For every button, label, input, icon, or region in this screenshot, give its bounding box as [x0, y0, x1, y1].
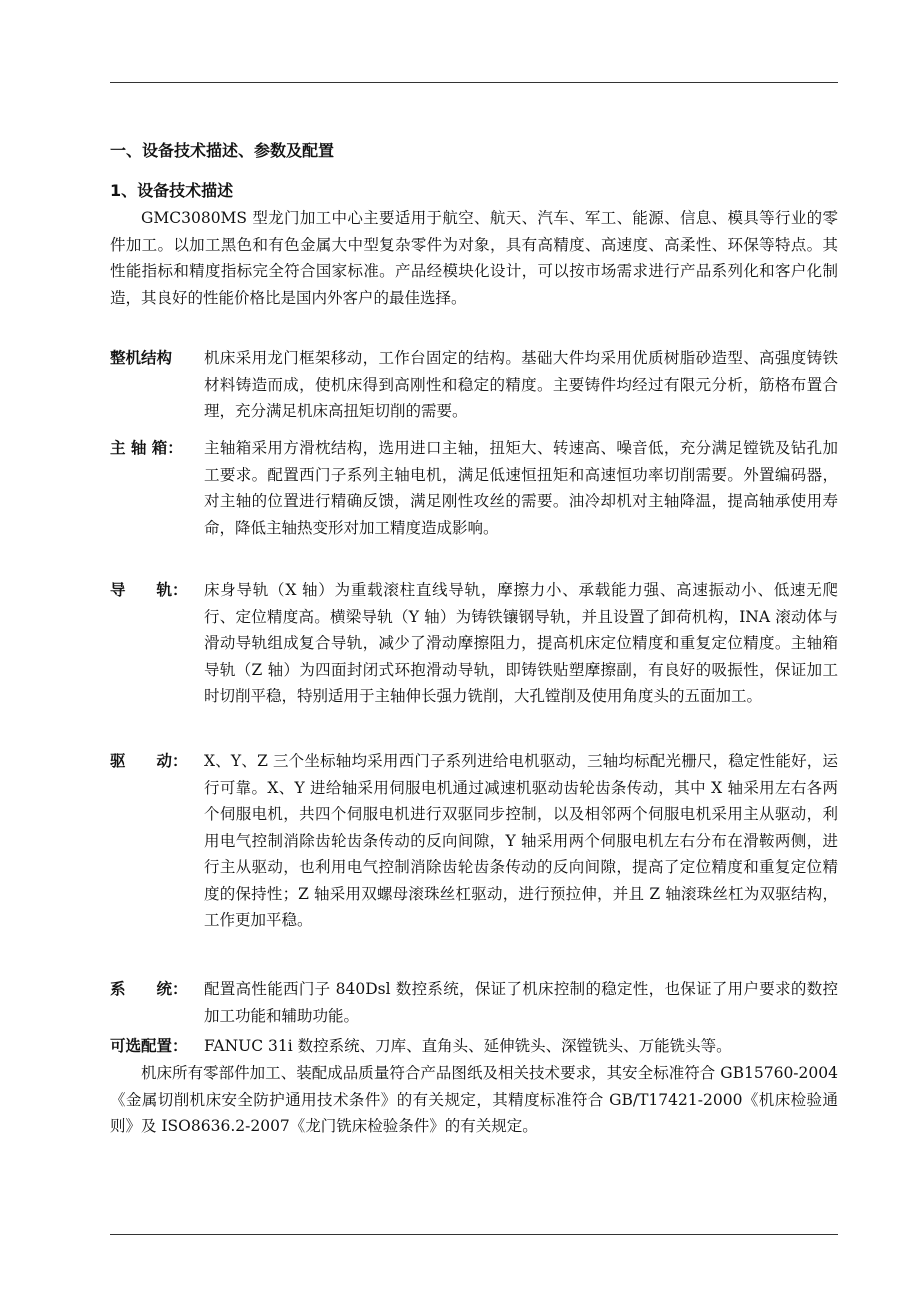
intro-paragraph: GMC3080MS 型龙门加工中心主要适用于航空、航天、汽车、军工、能源、信息、模具等行业的零件加工。以加工黑色和有色金属大中型复杂零件为对象，具有高精度、高速度、高柔性、环保等特点。其性能指标和精度指标完全符合国家标准。产品经模块化设计，可以按市场需求进行产品系列化和客户化制造，其良好的性能价格比是国内外客户的最佳选择。	[110, 209, 838, 307]
item-label: 系 统：	[110, 980, 188, 998]
item-text: 机床采用龙门框架移动，工作台固定的结构。基础大件均采用优质树脂砂造型、高强度铸铁材料铸造而成，使机床得到高刚性和稳定的精度。主要铸件均经过有限元分析，筋格布置合理，充分满足机床高扭矩切削的需要。	[204, 349, 838, 420]
section-heading: 一、设备技术描述、参数及配置	[110, 141, 335, 160]
item-system	[110, 976, 838, 1029]
header-rule	[110, 82, 838, 83]
footer-rule	[110, 1234, 838, 1235]
item-label: 整机结构	[110, 349, 173, 367]
item-text: 床身导轨（X 轴）为重载滚柱直线导轨，摩擦力小、承载能力强、高速振动小、低速无爬行、定位精度高。横梁导轨（Y 轴）为铸铁镶钢导轨，并且设置了卸荷机构，INA 滚动体与滑动导轨组成复合导轨，减少了滑动摩擦阻力，提高机床定位精度和重复定位精度。主轴箱导轨（Z 轴）为四面封闭式环抱滑动导轨，即铸铁贴塑摩擦副，有良好的吸振性，保证加工时切削平稳，特别适用于主轴伸长强力铣削，大孔镗削及使用角度头的五面加工。	[204, 581, 838, 705]
item-guide-rail	[110, 577, 838, 710]
item-machine-structure	[110, 345, 838, 425]
item-label: 主 轴 箱：	[110, 439, 183, 457]
closing-paragraph: 机床所有零部件加工、装配成品质量符合产品图纸及相关技术要求，其安全标准符合 GB15760-2004《金属切削机床安全防护通用技术条件》的有关规定，其精度标准符合 GB/T17421-2000《机床检验通则》及 ISO8636.2-2007《龙门铣床检验条件》的有关规定。	[110, 1064, 838, 1135]
item-label: 可选配置：	[110, 1037, 188, 1055]
item-optional-config	[110, 1033, 838, 1060]
item-label: 驱 动：	[110, 752, 188, 770]
item-text: X、Y、Z 三个坐标轴均采用西门子系列进给电机驱动，三轴均标配光栅尺，稳定性能好，运行可靠。X、Y 进给轴采用伺服电机通过减速机驱动齿轮齿条传动，其中 X 轴采用左右各两个伺服电机，共四个伺服电机进行双驱同步控制，以及相邻两个伺服电机采用主从驱动，利用电气控制消除齿轮齿条传动的反向间隙，Y 轴采用两个伺服电机左右分布在滑鞍两侧，进行主从驱动，也利用电气控制消除齿轮齿条传动的反向间隙，提高了定位精度和重复定位精度的保持性；Z 轴采用双螺母滚珠丝杠驱动，进行预拉伸，并且 Z 轴滚珠丝杠为双驱结构，工作更加平稳。	[204, 752, 838, 929]
item-text: 配置高性能西门子 840Dsl 数控系统，保证了机床控制的稳定性，也保证了用户要求的数控加工功能和辅助功能。	[204, 980, 838, 1025]
item-label: 导 轨：	[110, 581, 188, 599]
item-text: FANUC 31i 数控系统、刀库、直角头、延伸铣头、深镗铣头、万能铣头等。	[204, 1037, 732, 1055]
item-text: 主轴箱采用方滑枕结构，选用进口主轴，扭矩大、转速高、噪音低，充分满足镗铣及钻孔加工要求。配置西门子系列主轴电机，满足低速恒扭矩和高速恒功率切削需要。外置编码器，对主轴的位置进行精确反馈，满足刚性攻丝的需要。油冷却机对主轴降温，提高轴承使用寿命，降低主轴热变形对加工精度造成影响。	[204, 439, 838, 537]
subsection-heading: 1、设备技术描述	[110, 181, 234, 200]
item-spindle-box	[110, 435, 838, 541]
item-drive	[110, 748, 838, 934]
